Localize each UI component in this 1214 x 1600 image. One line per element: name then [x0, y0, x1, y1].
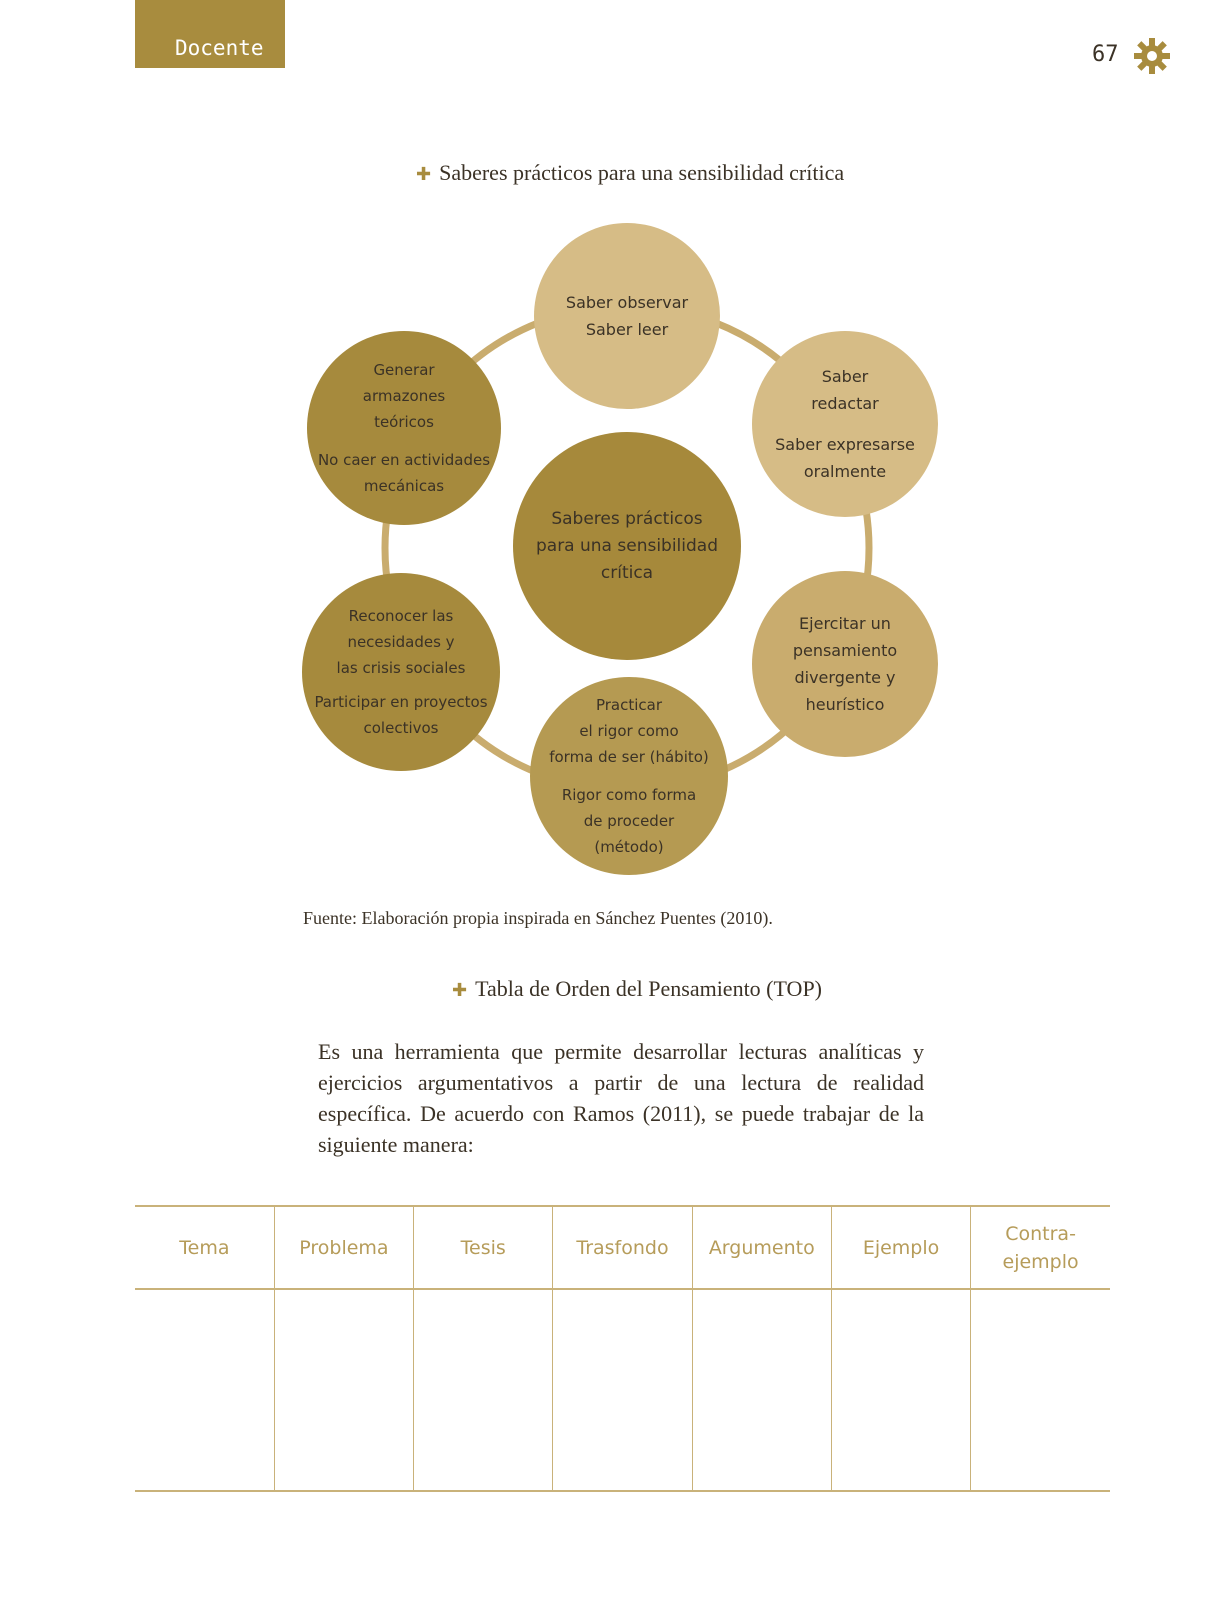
- table-header-cell: [971, 1206, 1110, 1289]
- node-upper-left-line: mecánicas: [363, 477, 445, 495]
- figure-title-text: Saberes prácticos para una sensibilidad crítica: [439, 160, 845, 185]
- node-center-line: para una sensibilidad: [535, 535, 719, 556]
- table-row: [135, 1289, 1110, 1491]
- table-cell[interactable]: [831, 1289, 970, 1491]
- node-upper-right-line: Saber expresarse: [775, 435, 915, 454]
- table-header-cell: Problema: [274, 1206, 413, 1289]
- bullet-icon: ✚: [452, 980, 468, 1000]
- table-header-cell: Tesis: [414, 1206, 553, 1289]
- node-top-text: [534, 223, 720, 409]
- table-header-cell: Argumento: [692, 1206, 831, 1289]
- section-title: [452, 976, 822, 1002]
- node-upper-right-line: Saber: [821, 367, 869, 386]
- node-lower-left-line: las crisis sociales: [336, 659, 466, 677]
- table-cell[interactable]: [553, 1289, 692, 1491]
- node-bottom-text: [529, 677, 729, 875]
- page-number: 67: [1092, 42, 1119, 67]
- node-upper-right-line: redactar: [811, 394, 879, 413]
- node-bottom-line: el rigor como: [579, 722, 679, 740]
- node-lower-left-text: [301, 573, 501, 771]
- figure-source: Fuente: Elaboración propia inspirada en Sánchez Puentes (2010).: [303, 908, 773, 928]
- node-upper-left-line: teóricos: [374, 413, 434, 431]
- node-upper-left-text: [305, 331, 503, 525]
- table-cell[interactable]: [414, 1289, 553, 1491]
- section-title-text: Tabla de Orden del Pensamiento (TOP): [475, 976, 823, 1001]
- node-bottom-line: de proceder: [583, 812, 675, 830]
- node-lower-left-line: colectivos: [363, 719, 439, 737]
- node-center-text: [513, 432, 741, 660]
- table-header-line: ejemplo: [1002, 1250, 1079, 1273]
- top-table: [135, 1205, 1110, 1492]
- node-upper-right-line: oralmente: [803, 462, 887, 481]
- table-cell[interactable]: [692, 1289, 831, 1491]
- node-bottom-line: (método): [594, 838, 664, 856]
- node-top-line: Saber observar: [565, 293, 689, 312]
- node-lower-right-text: [752, 571, 938, 757]
- table-header-line: Contra-: [1005, 1222, 1076, 1245]
- table-header-cell: Trasfondo: [553, 1206, 692, 1289]
- node-upper-left-line: armazones: [362, 387, 446, 405]
- table-header-cell: Ejemplo: [831, 1206, 970, 1289]
- node-lower-right-line: pensamiento: [792, 641, 898, 660]
- node-lower-left-line: Reconocer las: [348, 607, 454, 625]
- table-header-row: [135, 1206, 1110, 1289]
- node-lower-left-line: Participar en proyectos: [314, 693, 488, 711]
- bullet-icon: ✚: [416, 164, 432, 184]
- node-upper-left-line: Generar: [373, 361, 435, 379]
- section-tab-label: Docente: [175, 36, 264, 60]
- node-lower-right-line: heurístico: [805, 695, 885, 714]
- node-upper-right-text: [752, 331, 938, 517]
- table-cell[interactable]: [274, 1289, 413, 1491]
- node-upper-left-line: No caer en actividades: [317, 451, 491, 469]
- node-lower-right-line: divergente y: [794, 668, 896, 687]
- node-bottom-line: Practicar: [595, 696, 663, 714]
- node-bottom-line: Rigor como forma: [561, 786, 697, 804]
- node-lower-left-line: necesidades y: [347, 633, 455, 651]
- node-center-line: Saberes prácticos: [551, 508, 703, 529]
- table-cell[interactable]: [971, 1289, 1110, 1491]
- node-top-line: Saber leer: [585, 320, 669, 339]
- body-paragraph: Es una herramienta que permite desarrollar lecturas analíticas y ejercicios argumentativos a partir de una lectura de realidad específica. De acuerdo con Ramos (2011), se puede trabajar de la siguiente manera:: [318, 1039, 924, 1157]
- table-cell[interactable]: [135, 1289, 274, 1491]
- node-bottom-line: forma de ser (hábito): [549, 748, 709, 766]
- node-lower-right-line: Ejercitar un: [799, 614, 891, 633]
- table-header-cell: Tema: [135, 1206, 274, 1289]
- node-center-line: crítica: [600, 562, 654, 583]
